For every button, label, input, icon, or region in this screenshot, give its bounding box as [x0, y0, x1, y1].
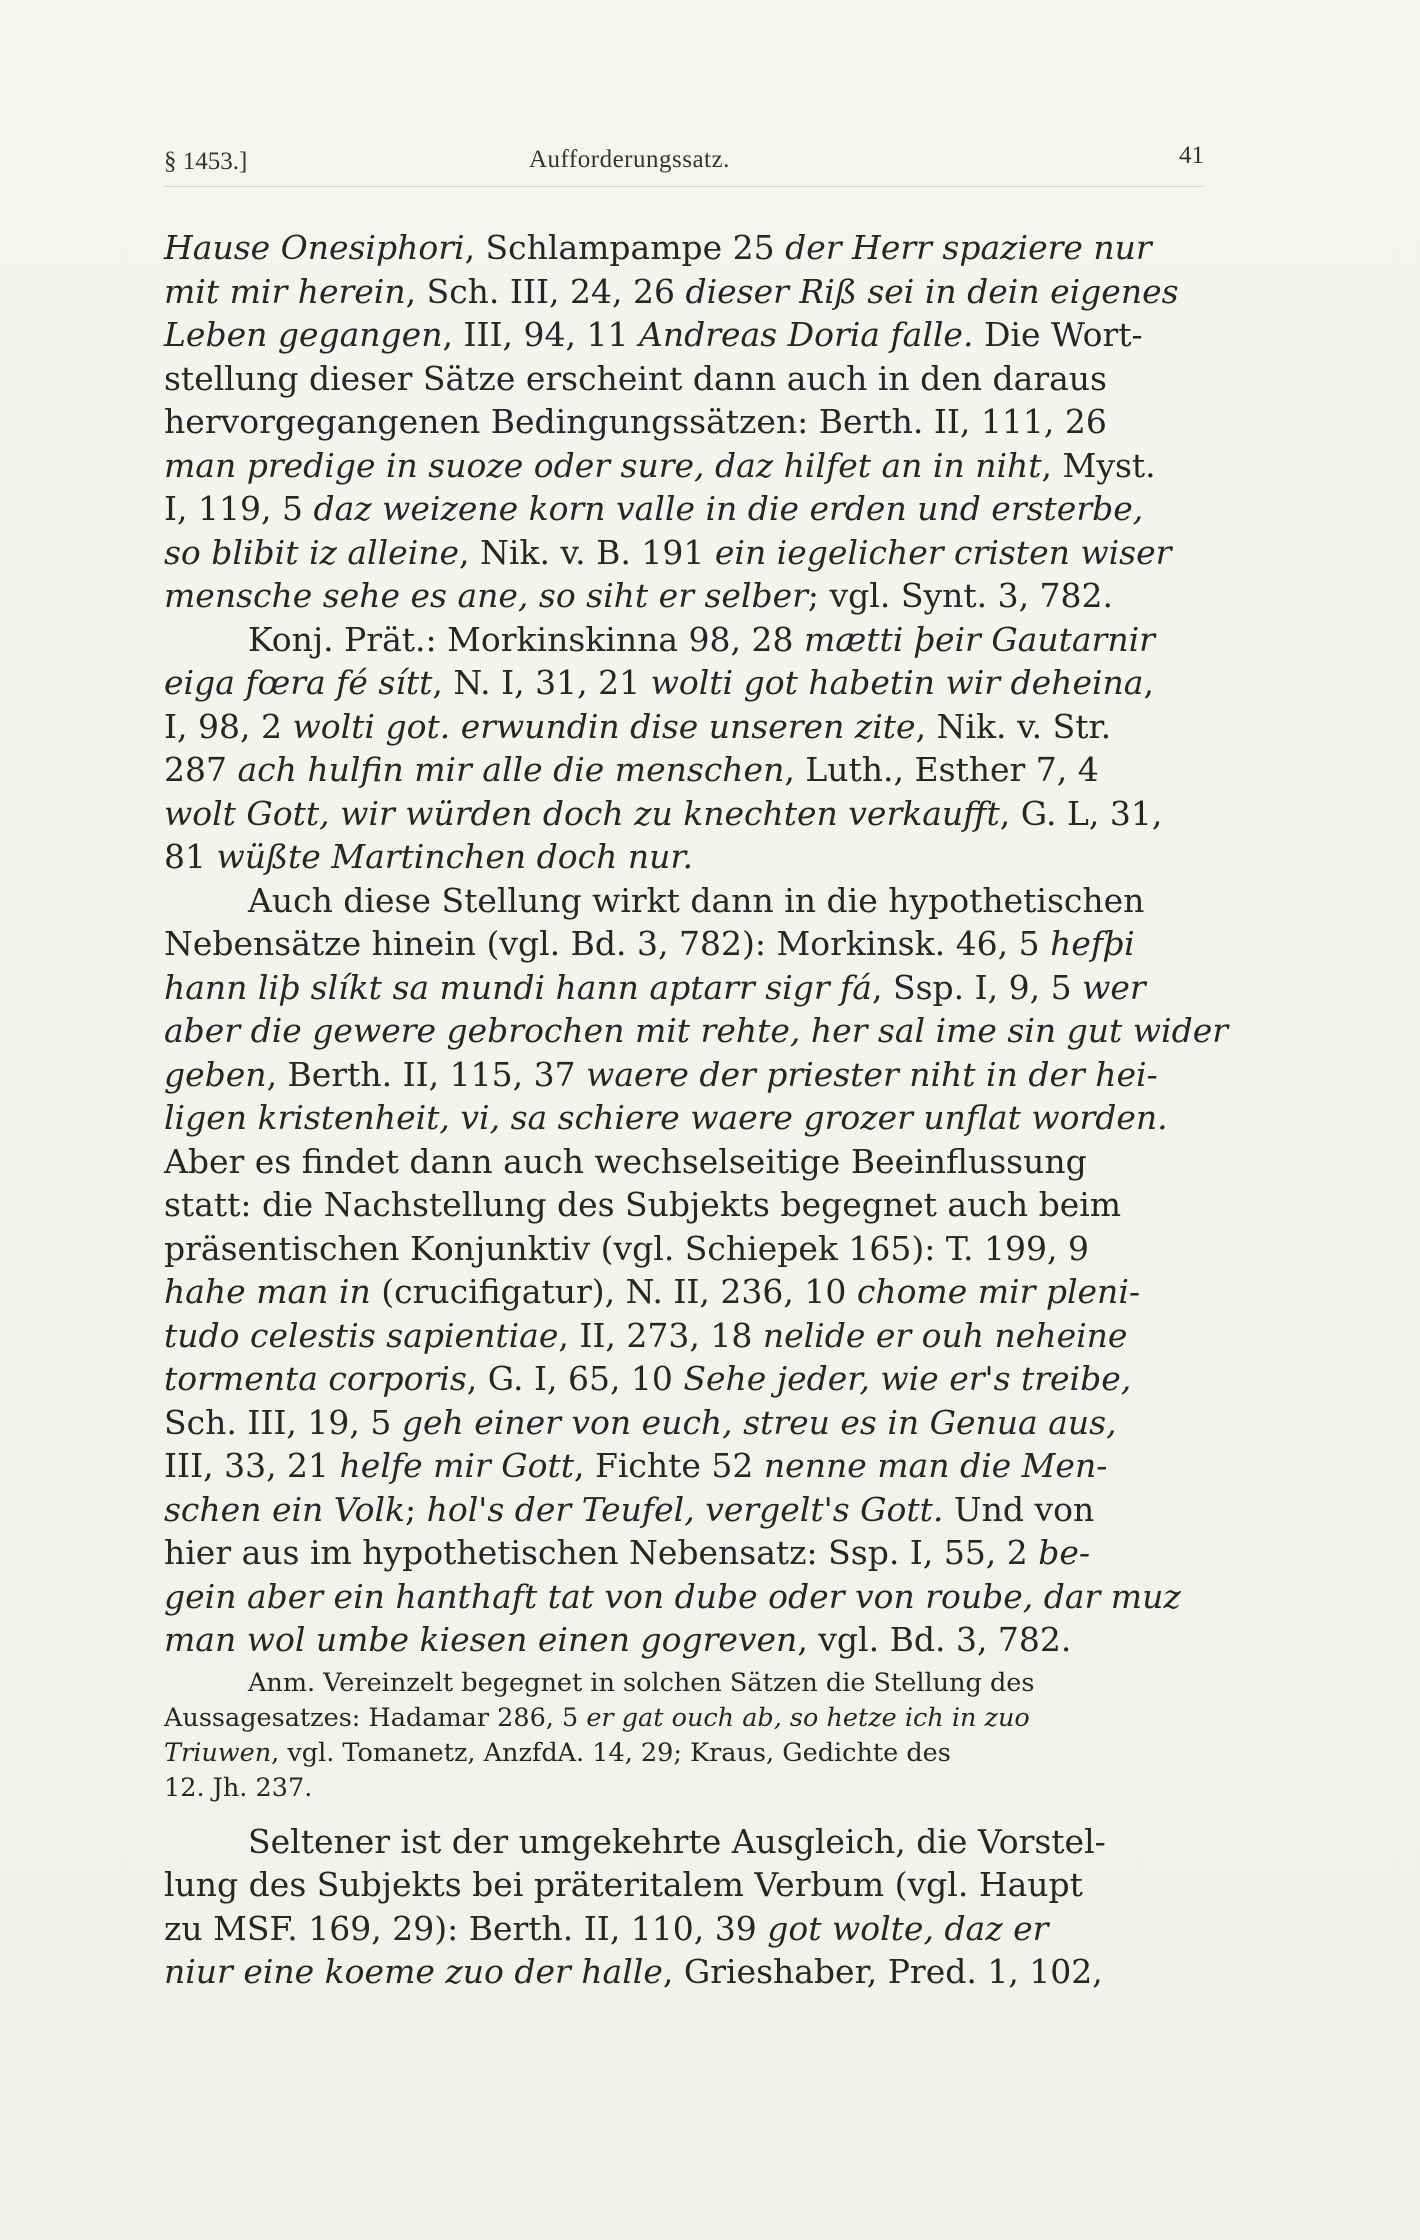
- text-line: [164, 1820, 1214, 1864]
- text-segment: Und von: [943, 1489, 1095, 1529]
- text-line: [164, 792, 1214, 836]
- text-segment: , vgl. Tomanetz, AnzfdA. 14, 29; Kraus, Gedichte des: [271, 1737, 951, 1768]
- italic-citation: Sehe jeder, wie er's treibe,: [683, 1359, 1132, 1398]
- text-line: [164, 487, 1214, 531]
- text-segment: zu MSF. 169, 29): Berth. II, 110, 39: [164, 1908, 768, 1948]
- header-rule: [164, 186, 1204, 187]
- italic-citation: wolti got. erwundin dise unseren zite: [292, 706, 916, 746]
- text-segment: 12. Jh. 237.: [164, 1772, 313, 1803]
- text-segment: , Nik. v. B. 191: [459, 532, 715, 572]
- text-line: [164, 1009, 1229, 1053]
- text-line: [164, 1488, 1214, 1532]
- text-segment: I, 98, 2: [164, 706, 293, 746]
- text-line: [164, 226, 1214, 270]
- text-segment: Aber es findet dann auch wechselseitige Beeinflussung: [164, 1141, 1087, 1181]
- section-reference: § 1453.]: [164, 148, 248, 175]
- text-segment: präsentischen Konjunktiv (vgl. Schiepek 165): T. 199, 9: [164, 1228, 1089, 1268]
- text-segment: , G. I, 65, 10: [466, 1359, 684, 1398]
- text-segment: Aussagesatzes: Hadamar 286, 5: [164, 1702, 587, 1733]
- text-line: [164, 966, 1214, 1010]
- italic-citation: Hause Onesiphori: [164, 228, 465, 267]
- italic-citation: nelide er ouh neheine: [762, 1315, 1128, 1355]
- italic-citation: hefþi: [1050, 924, 1135, 963]
- text-line: [164, 705, 1214, 749]
- text-segment: (crucifigatur), N. II, 236, 10: [370, 1272, 857, 1311]
- text-line: [164, 1140, 1214, 1184]
- text-line: [164, 661, 1214, 705]
- text-line: [164, 313, 1214, 357]
- text-line: [164, 1444, 1214, 1488]
- text-segment: III, 33, 21: [164, 1446, 340, 1485]
- text-segment: Die Wort-: [973, 315, 1143, 354]
- italic-citation: hol's der Teufel, vergelt's Gott.: [426, 1489, 944, 1529]
- text-segment: hervorgegangenen Bedingungssätzen: Berth. II, 111, 26: [164, 402, 1107, 441]
- italic-citation: mensche sehe es ane, so siht er selber: [164, 576, 808, 615]
- page-number: 41: [1179, 142, 1204, 169]
- text-segment: ; vgl. Synt. 3, 782.: [807, 576, 1114, 615]
- text-segment: Konj. Prät.: Morkinskinna 98, 28: [248, 619, 804, 659]
- italic-citation: der Herr spaziere nur: [785, 228, 1152, 267]
- text-segment: , Myst.: [1041, 445, 1156, 485]
- text-line: [164, 400, 1214, 444]
- text-segment: , Luth., Esther 7, 4: [784, 750, 1099, 789]
- text-line: [164, 1183, 1214, 1227]
- text-line: [164, 1771, 1214, 1806]
- text-line: [164, 357, 1214, 401]
- text-segment: I, 119, 5: [164, 489, 314, 528]
- text-line: [164, 1736, 1214, 1771]
- italic-citation: er gat ouch ab, so hetze ich in zuo: [586, 1702, 1030, 1733]
- running-header: [164, 140, 1204, 180]
- annotation-note: [164, 1666, 1214, 1806]
- text-line: [164, 1227, 1214, 1271]
- text-line: [164, 531, 1214, 575]
- text-line: [164, 618, 1214, 662]
- italic-citation: geh einer von euch, streu es in Genua aus,: [401, 1402, 1117, 1442]
- text-line: [164, 1863, 1214, 1907]
- text-segment: , III, 94, 11: [442, 315, 639, 354]
- italic-citation: hann liþ slíkt sa mundi hann aptarr sigr fá: [164, 967, 872, 1007]
- text-segment: ;: [405, 1489, 427, 1529]
- spacer: [164, 1806, 1214, 1820]
- italic-citation: Triuwen: [164, 1737, 272, 1768]
- italic-citation: ach hulfin mir alle die menschen: [237, 750, 785, 789]
- italic-citation: wüßte Martinchen doch nur.: [216, 837, 693, 876]
- text-line: [164, 1575, 1214, 1619]
- text-line: [164, 1701, 1214, 1736]
- italic-citation: daz weizene korn valle in die erden und ersterbe,: [313, 489, 1144, 528]
- text-segment: , Ssp. I, 9, 5: [871, 967, 1083, 1007]
- text-line: [164, 1907, 1214, 1951]
- text-line: [164, 1270, 1214, 1314]
- text-segment: Anm. Vereinzelt begegnet in solchen Sätzen die Stellung des: [248, 1667, 1035, 1698]
- text-line: [164, 748, 1214, 792]
- text-segment: , G. L, 31,: [999, 793, 1163, 833]
- main-text: [164, 226, 1229, 1994]
- text-segment: , Fichte 52: [573, 1446, 764, 1485]
- italic-citation: waere der priester niht in der hei-: [586, 1054, 1158, 1094]
- italic-citation: ein iegelicher cristen wiser: [714, 532, 1172, 572]
- text-segment: , vgl. Bd. 3, 782.: [797, 1620, 1072, 1659]
- italic-citation: hahe man in: [164, 1272, 371, 1311]
- text-line: [164, 270, 1214, 314]
- italic-citation: helfe mir Gott: [339, 1446, 574, 1485]
- text-segment: hier aus im hypothetischen Nebensatz: Ssp. I, 55, 2: [164, 1533, 1039, 1572]
- text-line: [164, 1618, 1214, 1662]
- text-segment: Sch. III, 19, 5: [164, 1402, 402, 1442]
- text-segment: , Sch. III, 24, 26: [405, 271, 686, 311]
- text-line: [164, 444, 1214, 488]
- italic-citation: wer: [1082, 967, 1146, 1007]
- italic-citation: tormenta corporis: [164, 1359, 467, 1398]
- final-paragraph: [164, 1820, 1214, 1994]
- running-title: Aufforderungssatz.: [529, 146, 730, 173]
- italic-citation: nenne man die Men-: [763, 1446, 1108, 1485]
- italic-citation: tudo celestis sapientiae: [164, 1315, 559, 1355]
- text-segment: Seltener ist der umgekehrte Ausgleich, die Vorstel-: [248, 1821, 1106, 1861]
- text-segment: Auch diese Stellung wirkt dann in die hypothetischen: [248, 880, 1145, 920]
- text-line: [164, 1666, 1214, 1701]
- text-segment: statt: die Nachstellung des Subjekts begegnet auch beim: [164, 1185, 1122, 1224]
- italic-citation: mætti þeir Gautarnir: [803, 619, 1155, 659]
- italic-citation: eiga fœra fé sítt: [164, 663, 433, 702]
- text-segment: , N. I, 31, 21: [432, 663, 651, 702]
- italic-citation: gein aber ein hanthaft tat von dube oder von roube, dar muz: [164, 1576, 1181, 1616]
- main-paragraphs: [164, 226, 1229, 1662]
- italic-citation: chome mir pleni-: [856, 1272, 1141, 1311]
- text-segment: ,: [1143, 663, 1154, 702]
- italic-citation: ligen kristenheit, vi, sa schiere waere grozer unflat worden.: [164, 1098, 1168, 1137]
- italic-citation: niur eine koeme zuo der halle: [164, 1952, 663, 1991]
- italic-citation: Leben gegangen: [164, 315, 443, 354]
- text-line: [164, 879, 1214, 923]
- italic-citation: wolt Gott, wir würden doch zu knechten verkaufft: [164, 793, 1000, 833]
- text-line: [164, 1096, 1214, 1140]
- italic-citation: schen ein Volk: [164, 1489, 405, 1529]
- text-line: [164, 574, 1214, 618]
- italic-citation: Andreas Doria falle.: [639, 315, 974, 354]
- italic-citation: man predige in suoze oder sure, daz hilfet an in niht: [164, 445, 1042, 485]
- italic-citation: aber die gewere gebrochen mit rehte, her sal ime sin gut wider: [164, 1011, 1229, 1050]
- text-line: [164, 1950, 1214, 1994]
- text-segment: 81: [164, 837, 217, 876]
- italic-citation: so blibit iz alleine: [164, 532, 460, 572]
- text-segment: , II, 273, 18: [558, 1315, 763, 1355]
- text-segment: lung des Subjekts bei präteritalem Verbum (vgl. Haupt: [164, 1865, 1083, 1904]
- italic-citation: got wolte, daz er: [767, 1908, 1049, 1948]
- text-segment: stellung dieser Sätze erscheint dann auch in den daraus: [164, 358, 1107, 398]
- text-line: [164, 1401, 1214, 1445]
- text-segment: , Grieshaber, Pred. 1, 102,: [662, 1952, 1103, 1991]
- text-line: [164, 1531, 1214, 1575]
- text-line: [164, 1053, 1214, 1097]
- text-segment: , Nik. v. Str.: [915, 706, 1112, 746]
- text-segment: , Schlampampe 25: [464, 228, 786, 267]
- italic-citation: man wol umbe kiesen einen gogreven: [164, 1620, 798, 1659]
- text-segment: Nebensätze hinein (vgl. Bd. 3, 782): Morkinsk. 46, 5: [164, 924, 1051, 963]
- text-line: [164, 835, 1214, 879]
- text-segment: , Berth. II, 115, 37: [266, 1054, 587, 1094]
- italic-citation: be-: [1038, 1533, 1091, 1572]
- italic-citation: mit mir herein: [164, 271, 406, 311]
- italic-citation: dieser Riß sei in dein eigenes: [685, 271, 1179, 311]
- italic-citation: wolti got habetin wir deheina: [650, 663, 1144, 702]
- italic-citation: geben: [164, 1054, 267, 1094]
- text-line: [164, 1357, 1214, 1401]
- text-segment: 287: [164, 750, 238, 789]
- text-line: [164, 922, 1214, 966]
- text-line: [164, 1314, 1214, 1358]
